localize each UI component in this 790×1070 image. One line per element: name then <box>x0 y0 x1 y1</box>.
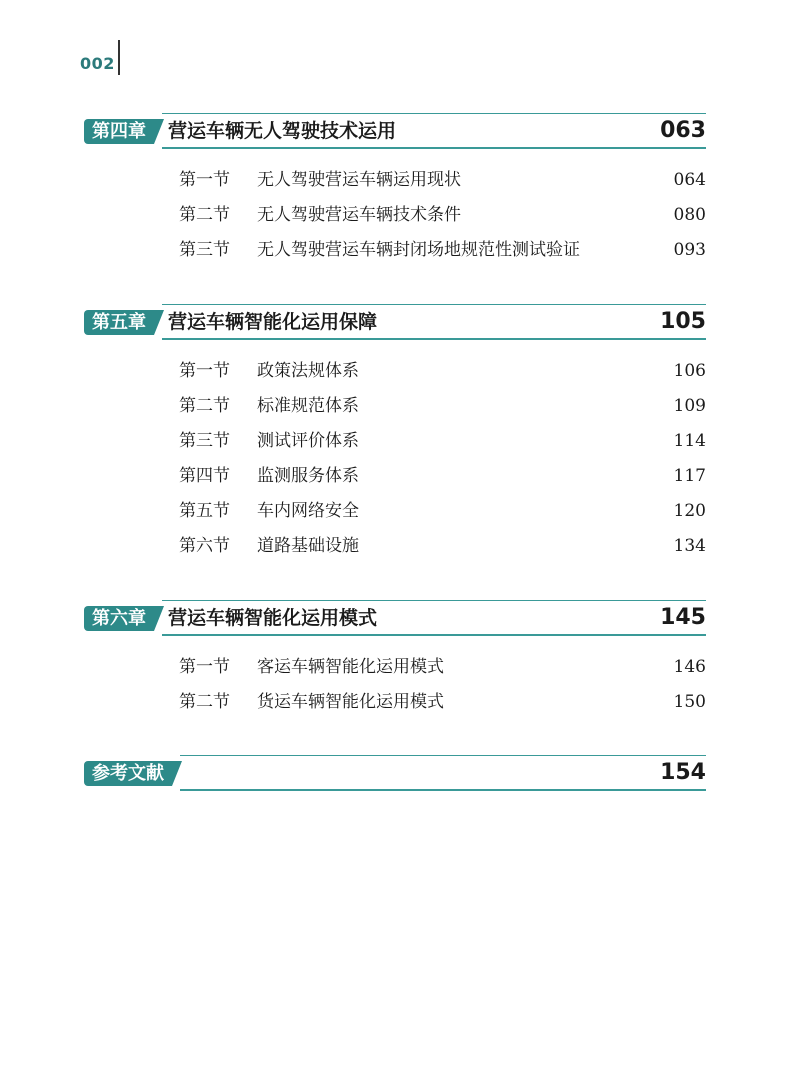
section-number: 第二节 <box>179 205 230 225</box>
chapter-top-rule <box>162 600 706 601</box>
chapter-page-number: 145 <box>660 605 706 630</box>
section-title: 测试评价体系 <box>257 431 359 451</box>
chapter-underline <box>180 789 706 791</box>
section-number: 第一节 <box>179 361 230 381</box>
chapter-page-number: 105 <box>660 309 706 334</box>
chapter-title: 营运车辆智能化运用保障 <box>168 311 378 333</box>
section-entry[interactable] <box>179 498 706 524</box>
chapter-underline <box>162 634 706 636</box>
section-page-number: 117 <box>673 466 706 486</box>
chapter-underline <box>162 338 706 340</box>
chapter-page-number: 063 <box>660 118 706 143</box>
chapter-label-tab: 第五章 <box>84 310 154 335</box>
chapter-heading[interactable] <box>84 758 706 788</box>
section-number: 第五节 <box>179 501 230 521</box>
section-entry[interactable] <box>179 358 706 384</box>
page-number: 002 <box>80 54 115 73</box>
section-page-number: 106 <box>673 361 706 381</box>
section-page-number: 150 <box>673 692 706 712</box>
chapter-heading[interactable] <box>84 603 706 633</box>
section-title: 货运车辆智能化运用模式 <box>257 692 444 712</box>
chapter-label-tab: 参考文献 <box>84 761 172 786</box>
section-entry[interactable] <box>179 463 706 489</box>
chapter-top-rule <box>162 113 706 114</box>
section-page-number: 064 <box>673 170 706 190</box>
section-number: 第二节 <box>179 692 230 712</box>
section-entry[interactable] <box>179 533 706 559</box>
section-title: 政策法规体系 <box>257 361 359 381</box>
section-entry[interactable] <box>179 654 706 680</box>
section-title: 监测服务体系 <box>257 466 359 486</box>
chapter-top-rule <box>180 755 706 756</box>
section-entry[interactable] <box>179 202 706 228</box>
section-number: 第六节 <box>179 536 230 556</box>
section-number: 第三节 <box>179 240 230 260</box>
section-title: 标准规范体系 <box>257 396 359 416</box>
section-page-number: 120 <box>673 501 706 521</box>
section-page-number: 093 <box>673 240 706 260</box>
chapter-label-tab: 第六章 <box>84 606 154 631</box>
section-title: 无人驾驶营运车辆技术条件 <box>257 205 461 225</box>
section-page-number: 114 <box>673 431 706 451</box>
section-entry[interactable] <box>179 393 706 419</box>
section-number: 第三节 <box>179 431 230 451</box>
section-number: 第四节 <box>179 466 230 486</box>
section-entry[interactable] <box>179 237 706 263</box>
section-number: 第一节 <box>179 170 230 190</box>
section-page-number: 146 <box>673 657 706 677</box>
chapter-title: 营运车辆无人驾驶技术运用 <box>168 120 397 142</box>
chapter-heading[interactable] <box>84 307 706 337</box>
chapter-page-number: 154 <box>660 760 706 785</box>
section-entry[interactable] <box>179 428 706 454</box>
chapter-top-rule <box>162 304 706 305</box>
chapter-heading[interactable] <box>84 116 706 146</box>
chapter-underline <box>162 147 706 149</box>
section-title: 道路基础设施 <box>257 536 359 556</box>
section-page-number: 134 <box>673 536 706 556</box>
section-number: 第二节 <box>179 396 230 416</box>
chapter-title: 营运车辆智能化运用模式 <box>168 607 378 629</box>
section-entry[interactable] <box>179 167 706 193</box>
section-entry[interactable] <box>179 689 706 715</box>
section-title: 无人驾驶营运车辆封闭场地规范性测试验证 <box>257 240 580 260</box>
section-number: 第一节 <box>179 657 230 677</box>
section-title: 无人驾驶营运车辆运用现状 <box>257 170 461 190</box>
section-title: 客运车辆智能化运用模式 <box>257 657 444 677</box>
section-title: 车内网络安全 <box>257 501 359 521</box>
section-page-number: 109 <box>673 396 706 416</box>
page-number-divider <box>118 40 120 75</box>
section-page-number: 080 <box>673 205 706 225</box>
chapter-label-tab: 第四章 <box>84 119 154 144</box>
